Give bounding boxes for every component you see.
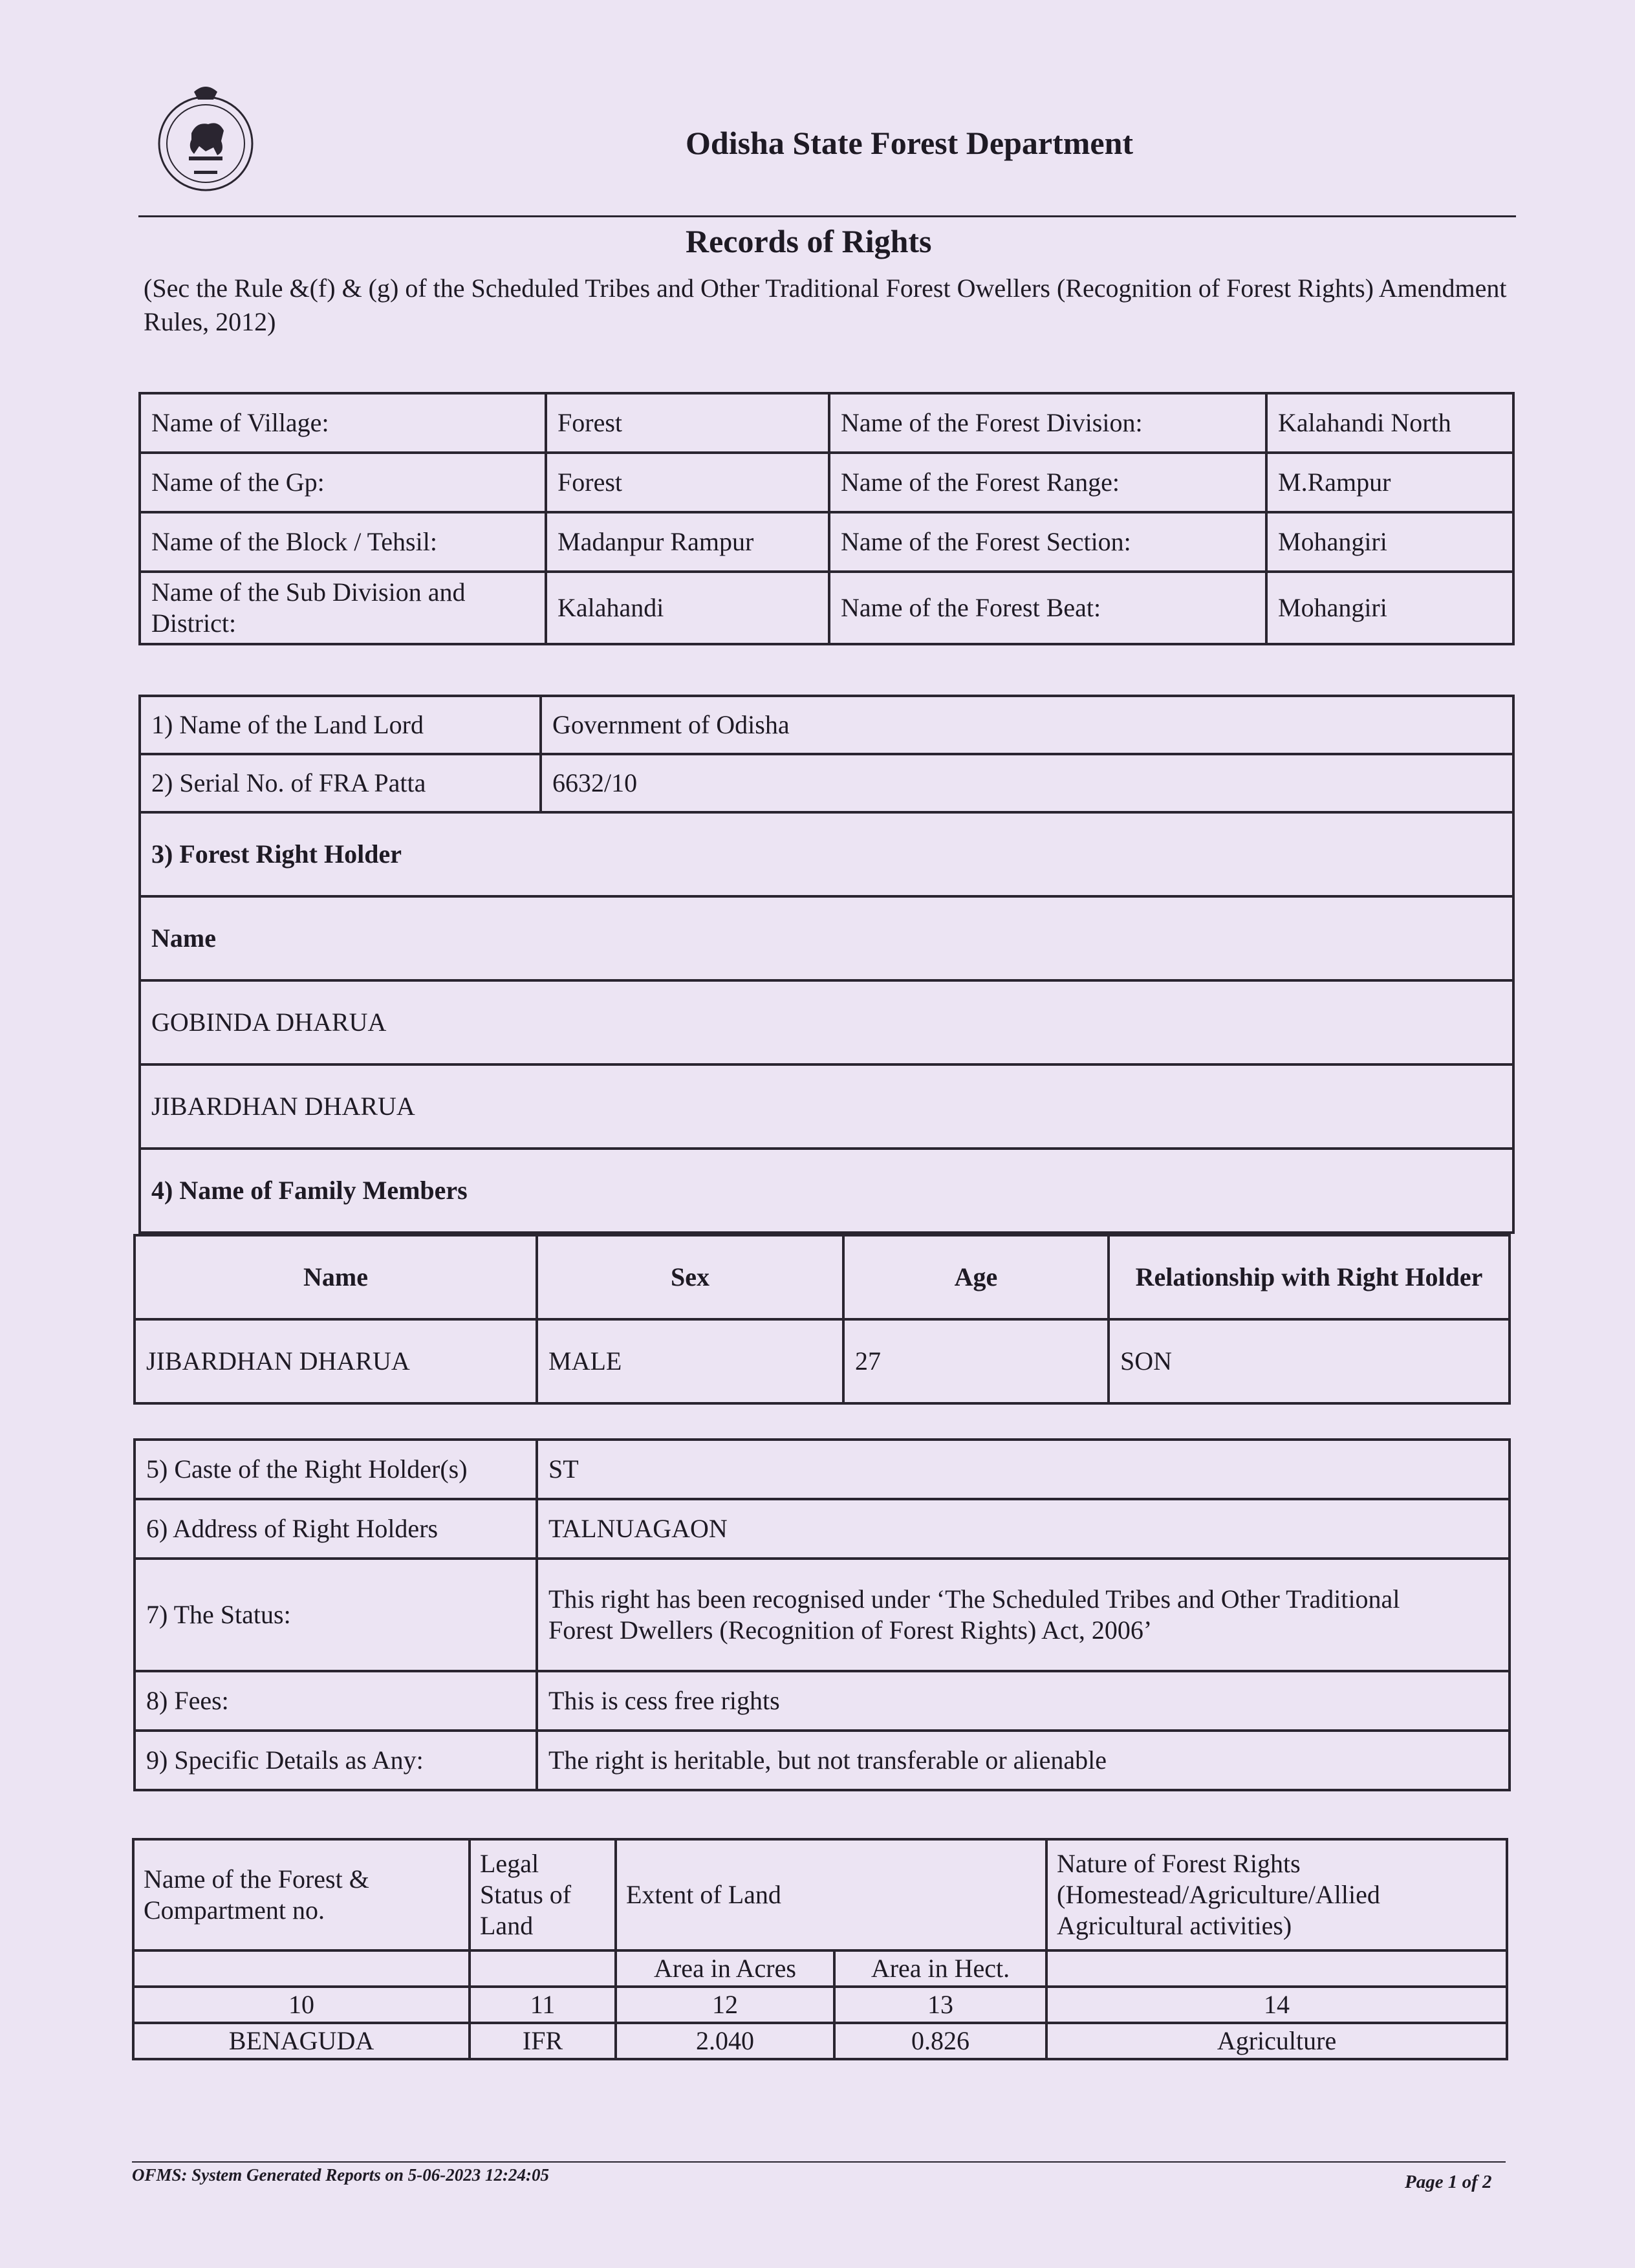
land-nature: Agriculture — [1046, 2023, 1507, 2059]
footer-generated-text: OFMS: System Generated Reports on 5-06-2023 12:24:05 — [132, 2165, 549, 2185]
column-number: 11 — [470, 1987, 616, 2023]
land-col-extent: Extent of Land — [616, 1839, 1046, 1950]
table-row — [140, 512, 1513, 572]
section-label: Name of the Forest Section: — [829, 512, 1266, 572]
patta-label: 2) Serial No. of FRA Patta — [140, 754, 541, 812]
table-row — [140, 812, 1513, 896]
patta-value: 6632/10 — [541, 754, 1513, 812]
holder-name: GOBINDA DHARUA — [140, 980, 1513, 1064]
land-legal-status: IFR — [470, 2023, 616, 2059]
block-label: Name of the Block / Tehsil: — [140, 512, 546, 572]
land-col-forest: Name of the Forest & Compartment no. — [133, 1839, 470, 1950]
table-row — [140, 1149, 1513, 1233]
column-number: 14 — [1046, 1987, 1507, 2023]
document-subtitle: (Sec the Rule &(f) & (g) of the Scheduled Tribes and Other Traditional Forest Owellers (Recognition of Forest Rights) Amendment Rules, 2012) — [144, 274, 1507, 336]
land-col-legal: Legal Status of Land — [470, 1839, 616, 1950]
table-row — [140, 453, 1513, 512]
odisha-emblem-logo — [154, 79, 257, 193]
status-value — [537, 1559, 1510, 1671]
family-member-name: JIBARDHAN DHARUA — [135, 1319, 537, 1403]
family-member-age: 27 — [843, 1319, 1109, 1403]
page-number: Page 1 of 2 — [1405, 2172, 1492, 2192]
range-value: M.Rampur — [1266, 453, 1513, 512]
table-row — [140, 980, 1513, 1064]
division-value: Kalahandi North — [1266, 393, 1513, 453]
land-col-hect: Area in Hect. — [834, 1950, 1046, 1987]
table-subheader-row — [133, 1950, 1507, 1987]
family-heading: 4) Name of Family Members — [140, 1149, 1513, 1233]
table-header-row — [135, 1235, 1510, 1319]
holder-name-heading: Name — [140, 896, 1513, 980]
table-row — [133, 2023, 1507, 2059]
land-area-acres: 2.040 — [616, 2023, 834, 2059]
family-table — [133, 1234, 1511, 1405]
status-line: Forest Dwellers (Recognition of Forest Rights) Act, 2006’ — [548, 1615, 1153, 1645]
table-row — [135, 1319, 1510, 1403]
status-label: 7) The Status: — [135, 1559, 537, 1671]
holder-name: JIBARDHAN DHARUA — [140, 1064, 1513, 1149]
department-title: Odisha State Forest Department — [686, 125, 1134, 161]
beat-value: Mohangiri — [1266, 572, 1513, 644]
header-divider — [138, 215, 1516, 217]
family-col-relationship: Relationship with Right Holder — [1109, 1235, 1510, 1319]
details-table — [133, 1438, 1511, 1791]
holder-heading: 3) Forest Right Holder — [140, 812, 1513, 896]
column-number: 10 — [133, 1987, 470, 2023]
column-number: 12 — [616, 1987, 834, 2023]
landlord-label: 1) Name of the Land Lord — [140, 696, 541, 754]
land-col-acres: Area in Acres — [616, 1950, 834, 1987]
location-table — [138, 392, 1515, 645]
subdivision-label: Name of the Sub Division and District: — [140, 572, 546, 644]
table-row — [135, 1440, 1510, 1499]
table-row — [140, 393, 1513, 453]
subdivision-value: Kalahandi — [546, 572, 829, 644]
address-value: TALNUAGAON — [537, 1499, 1510, 1559]
land-col-nature: Nature of Forest Rights (Homestead/Agriculture/Allied Agricultural activities) — [1046, 1839, 1507, 1950]
address-label: 6) Address of Right Holders — [135, 1499, 537, 1559]
village-value: Forest — [546, 393, 829, 453]
empty-cell — [1046, 1950, 1507, 1987]
table-row — [140, 896, 1513, 980]
range-label: Name of the Forest Range: — [829, 453, 1266, 512]
land-table — [132, 1838, 1508, 2060]
table-header-row — [133, 1839, 1507, 1950]
family-col-name: Name — [135, 1235, 537, 1319]
column-number: 13 — [834, 1987, 1046, 2023]
land-forest-name: BENAGUDA — [133, 2023, 470, 2059]
empty-cell — [470, 1950, 616, 1987]
table-row — [140, 1064, 1513, 1149]
specific-value: The right is heritable, but not transferable or alienable — [537, 1731, 1510, 1790]
table-row — [140, 696, 1513, 754]
family-member-sex: MALE — [537, 1319, 843, 1403]
table-row — [135, 1559, 1510, 1671]
table-number-row — [133, 1987, 1507, 2023]
fees-value: This is cess free rights — [537, 1671, 1510, 1731]
caste-value: ST — [537, 1440, 1510, 1499]
family-member-relationship: SON — [1109, 1319, 1510, 1403]
table-row — [140, 572, 1513, 644]
gp-value: Forest — [546, 453, 829, 512]
table-row — [135, 1499, 1510, 1559]
family-col-age: Age — [843, 1235, 1109, 1319]
fees-label: 8) Fees: — [135, 1671, 537, 1731]
block-value: Madanpur Rampur — [546, 512, 829, 572]
specific-label: 9) Specific Details as Any: — [135, 1731, 537, 1790]
status-line: This right has been recognised under ‘The Scheduled Tribes and Other Traditional — [548, 1584, 1400, 1614]
division-label: Name of the Forest Division: — [829, 393, 1266, 453]
beat-label: Name of the Forest Beat: — [829, 572, 1266, 644]
land-area-hect: 0.826 — [834, 2023, 1046, 2059]
footer-divider — [132, 2161, 1506, 2163]
section-value: Mohangiri — [1266, 512, 1513, 572]
empty-cell — [133, 1950, 470, 1987]
village-label: Name of Village: — [140, 393, 546, 453]
table-row — [135, 1731, 1510, 1790]
document-title: Records of Rights — [686, 223, 932, 259]
table-row — [140, 754, 1513, 812]
caste-label: 5) Caste of the Right Holder(s) — [135, 1440, 537, 1499]
gp-label: Name of the Gp: — [140, 453, 546, 512]
table-row — [135, 1671, 1510, 1731]
family-col-sex: Sex — [537, 1235, 843, 1319]
landlord-value: Government of Odisha — [541, 696, 1513, 754]
rights-table — [138, 695, 1515, 1234]
